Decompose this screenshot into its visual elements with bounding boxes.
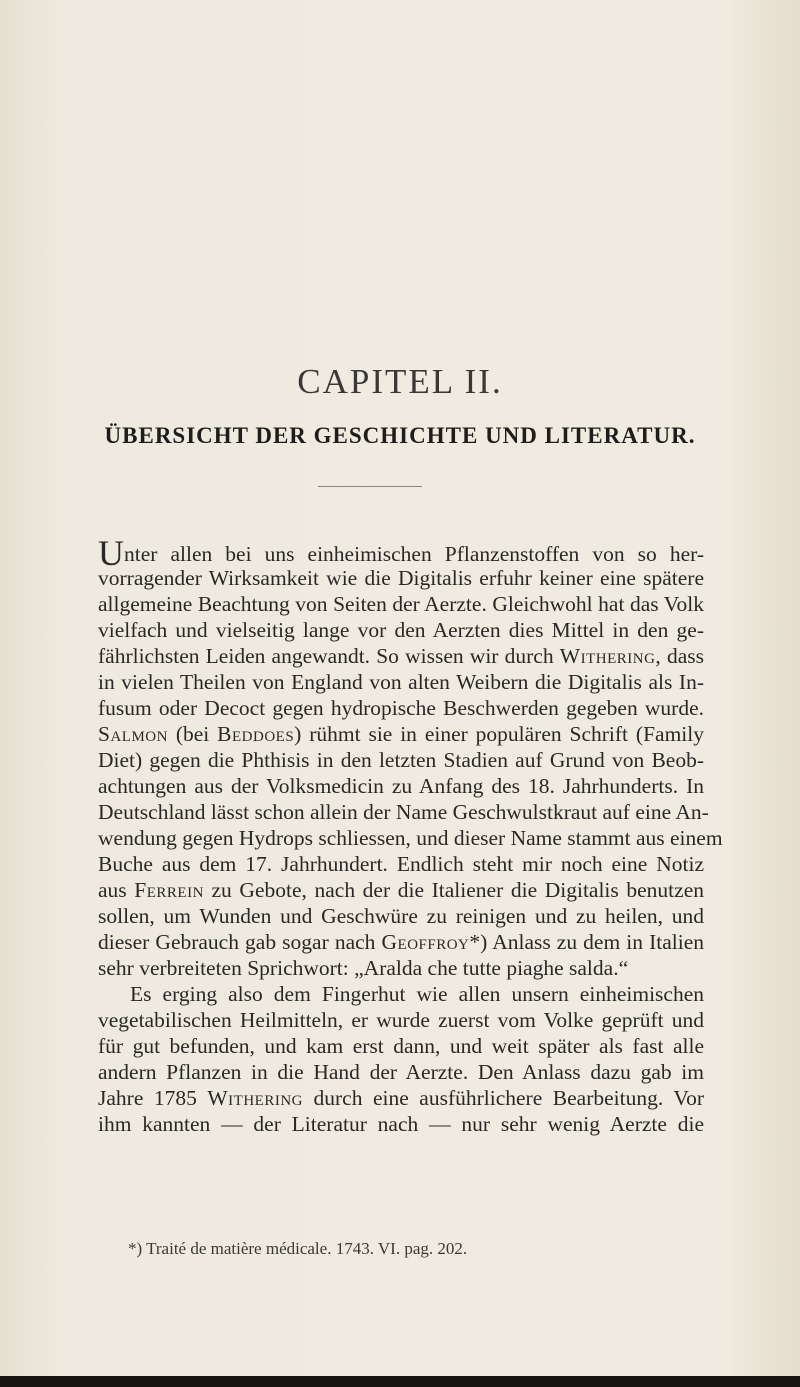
- text-line: Unter allen bei uns einheimischen Pflanzenstoffen von so her-: [98, 533, 704, 573]
- author-name: Geoffroy: [381, 930, 470, 954]
- text-line: Diet) gegen die Phthisis in den letzten Stadien auf Grund von Beob-: [98, 748, 704, 772]
- text-line: andern Pflanzen in die Hand der Aerzte. Den Anlass dazu gab im: [98, 1060, 704, 1084]
- text-line: ihm kannten — der Literatur nach — nur sehr wenig Aerzte die: [98, 1112, 704, 1136]
- scan-edge-bar: [0, 1376, 800, 1387]
- text-line: Jahre 1785 Withering durch eine ausführlichere Bearbeitung. Vor: [98, 1086, 705, 1110]
- author-name: Salmon: [98, 722, 168, 746]
- author-name: Beddoes: [217, 722, 295, 746]
- text-line: vorragender Wirksamkeit wie die Digitalis erfuhr keiner eine spätere: [98, 566, 704, 590]
- text-line: in vielen Theilen von England von alten Weibern die Digitalis als In-: [98, 670, 704, 694]
- text-line: Deutschland lässt schon allein der Name Geschwulstkraut auf eine An-: [98, 800, 709, 824]
- text-line: wendung gegen Hydrops schliessen, und dieser Name stammt aus einem: [98, 826, 723, 850]
- text-line: achtungen aus der Volksmedicin zu Anfang des 18. Jahrhunderts. In: [98, 774, 704, 798]
- text-line: Es erging also dem Fingerhut wie allen unsern einheimischen: [130, 982, 704, 1006]
- chapter-subtitle: ÜBERSICHT DER GESCHICHTE UND LITERATUR.: [104, 423, 696, 448]
- footnote: *) Traité de matière médicale. 1743. VI. pag. 202.: [128, 1239, 468, 1258]
- text-line: vegetabilischen Heilmitteln, er wurde zuerst vom Volke geprüft und: [98, 1008, 704, 1032]
- author-name: Withering: [207, 1086, 304, 1110]
- text-line: sehr verbreiteten Sprichwort: „Aralda che tutte piaghe salda.“: [98, 956, 629, 980]
- text-line: fusum oder Decoct gegen hydropische Beschwerden gegeben wurde.: [98, 696, 704, 720]
- text-line: sollen, um Wunden und Geschwüre zu reinigen und zu heilen, und: [98, 904, 704, 928]
- author-name: Withering: [559, 644, 656, 668]
- text-line: allgemeine Beachtung von Seiten der Aerzte. Gleichwohl hat das Volk: [98, 592, 704, 616]
- author-name: Ferrein: [134, 878, 204, 902]
- text-line: für gut befunden, und kam erst dann, und weit später als fast alle: [98, 1034, 704, 1058]
- divider-rule: [318, 486, 422, 487]
- text-line: vielfach und vielseitig lange vor den Aerzten dies Mittel in den ge-: [98, 618, 704, 642]
- chapter-heading: CAPITEL II.: [297, 362, 503, 401]
- text-line: Salmon (bei Beddoes) rühmt sie in einer populären Schrift (Family: [98, 722, 704, 746]
- text-line: Buche aus dem 17. Jahrhundert. Endlich steht mir noch eine Notiz: [98, 852, 704, 876]
- drop-cap: U: [98, 533, 124, 573]
- text-line: fährlichsten Leiden angewandt. So wissen wir durch Withering, dass: [98, 644, 705, 668]
- text-line: aus Ferrein zu Gebote, nach der die Italiener die Digitalis benutzen: [98, 878, 704, 902]
- text-line: dieser Gebrauch gab sogar nach Geoffroy*) Anlass zu dem in Italien: [98, 930, 704, 954]
